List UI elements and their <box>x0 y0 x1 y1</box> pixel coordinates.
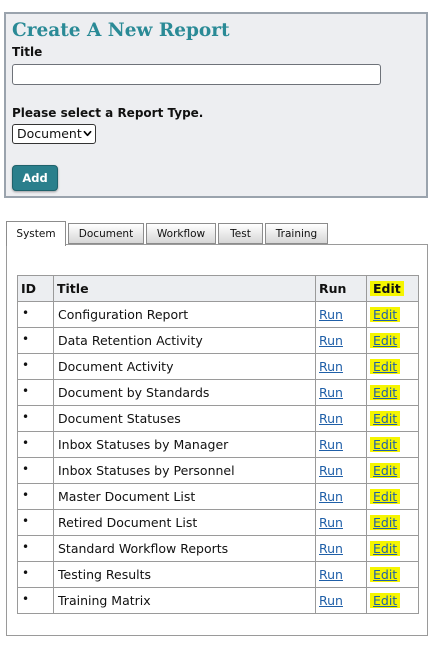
report-type-value: Document <box>17 126 82 141</box>
row-title: Standard Workflow Reports <box>54 536 316 562</box>
edit-highlight <box>370 385 400 400</box>
edit-highlight <box>370 359 400 374</box>
edit-cell <box>367 458 419 484</box>
row-title: Configuration Report <box>54 302 316 328</box>
edit-highlight <box>370 307 400 322</box>
table-header-row <box>18 276 419 302</box>
edit-cell <box>367 484 419 510</box>
row-title: Document Activity <box>54 354 316 380</box>
edit-highlight <box>370 437 400 452</box>
edit-link[interactable]: Edit <box>373 567 398 582</box>
edit-cell <box>367 406 419 432</box>
run-cell <box>316 432 367 458</box>
edit-cell <box>367 328 419 354</box>
row-title: Retired Document List <box>54 510 316 536</box>
row-title: Document by Standards <box>54 380 316 406</box>
run-link[interactable]: Run <box>319 463 343 478</box>
create-report-panel <box>4 12 428 198</box>
run-link[interactable]: Run <box>319 515 343 530</box>
run-cell <box>316 588 367 614</box>
edit-header-highlight: Edit <box>370 281 404 296</box>
row-id: • <box>18 562 54 588</box>
run-cell <box>316 328 367 354</box>
table-row <box>18 562 419 588</box>
run-cell <box>316 302 367 328</box>
edit-link[interactable]: Edit <box>373 593 398 608</box>
row-id: • <box>18 510 54 536</box>
title-input[interactable] <box>12 64 381 85</box>
edit-cell <box>367 588 419 614</box>
tab-system[interactable]: System <box>6 221 66 246</box>
run-link[interactable]: Run <box>319 333 343 348</box>
page-title: Create A New Report <box>12 20 230 41</box>
row-title: Inbox Statuses by Manager <box>54 432 316 458</box>
row-id: • <box>18 588 54 614</box>
row-id: • <box>18 302 54 328</box>
row-id: • <box>18 380 54 406</box>
run-link[interactable]: Run <box>319 385 343 400</box>
edit-link[interactable]: Edit <box>373 541 398 556</box>
row-id: • <box>18 536 54 562</box>
table-row <box>18 380 419 406</box>
table-row <box>18 536 419 562</box>
row-title: Inbox Statuses by Personnel <box>54 458 316 484</box>
edit-highlight <box>370 515 400 530</box>
run-link[interactable]: Run <box>319 411 343 426</box>
table-row <box>18 328 419 354</box>
edit-highlight <box>370 463 400 478</box>
column-header-title: Title <box>54 276 316 302</box>
run-cell <box>316 380 367 406</box>
edit-cell <box>367 562 419 588</box>
edit-cell <box>367 302 419 328</box>
chevron-down-icon <box>83 129 92 138</box>
run-cell <box>316 562 367 588</box>
edit-link[interactable]: Edit <box>373 463 398 478</box>
edit-link[interactable]: Edit <box>373 359 398 374</box>
table-row <box>18 432 419 458</box>
run-cell <box>316 406 367 432</box>
edit-cell <box>367 354 419 380</box>
row-title: Training Matrix <box>54 588 316 614</box>
edit-link[interactable]: Edit <box>373 489 398 504</box>
row-id: • <box>18 458 54 484</box>
row-id: • <box>18 406 54 432</box>
run-link[interactable]: Run <box>319 593 343 608</box>
row-title: Document Statuses <box>54 406 316 432</box>
edit-cell <box>367 510 419 536</box>
edit-link[interactable]: Edit <box>373 333 398 348</box>
table-row <box>18 406 419 432</box>
table-row <box>18 302 419 328</box>
column-header-edit <box>367 276 419 302</box>
edit-cell <box>367 536 419 562</box>
edit-link[interactable]: Edit <box>373 385 398 400</box>
run-cell <box>316 536 367 562</box>
edit-link[interactable]: Edit <box>373 437 398 452</box>
tab-workflow[interactable]: Workflow <box>146 223 216 244</box>
column-header-id: ID <box>18 276 54 302</box>
edit-highlight <box>370 489 400 504</box>
run-cell <box>316 484 367 510</box>
run-link[interactable]: Run <box>319 437 343 452</box>
run-link[interactable]: Run <box>319 359 343 374</box>
row-title: Master Document List <box>54 484 316 510</box>
edit-highlight <box>370 593 400 608</box>
run-cell <box>316 510 367 536</box>
table-row <box>18 510 419 536</box>
add-button[interactable]: Add <box>12 165 58 191</box>
edit-highlight <box>370 411 400 426</box>
table-row <box>18 354 419 380</box>
tab-test[interactable]: Test <box>218 223 263 244</box>
edit-highlight <box>370 541 400 556</box>
edit-highlight <box>370 567 400 582</box>
report-type-select[interactable] <box>12 124 96 144</box>
run-link[interactable]: Run <box>319 307 343 322</box>
edit-link[interactable]: Edit <box>373 515 398 530</box>
row-title: Testing Results <box>54 562 316 588</box>
tab-training[interactable]: Training <box>265 223 328 244</box>
row-id: • <box>18 432 54 458</box>
row-id: • <box>18 484 54 510</box>
run-cell <box>316 458 367 484</box>
run-link[interactable]: Run <box>319 541 343 556</box>
table-row <box>18 484 419 510</box>
row-id: • <box>18 328 54 354</box>
edit-link[interactable]: Edit <box>373 307 398 322</box>
table-row <box>18 458 419 484</box>
reports-table <box>17 275 419 614</box>
report-type-label: Please select a Report Type. <box>12 106 204 120</box>
table-row <box>18 588 419 614</box>
edit-highlight <box>370 333 400 348</box>
edit-link[interactable]: Edit <box>373 411 398 426</box>
run-link[interactable]: Run <box>319 489 343 504</box>
tab-document[interactable]: Document <box>68 223 144 244</box>
column-header-run: Run <box>316 276 367 302</box>
title-label: Title <box>12 45 43 59</box>
edit-cell <box>367 432 419 458</box>
row-id: • <box>18 354 54 380</box>
edit-cell <box>367 380 419 406</box>
row-title: Data Retention Activity <box>54 328 316 354</box>
run-link[interactable]: Run <box>319 567 343 582</box>
run-cell <box>316 354 367 380</box>
